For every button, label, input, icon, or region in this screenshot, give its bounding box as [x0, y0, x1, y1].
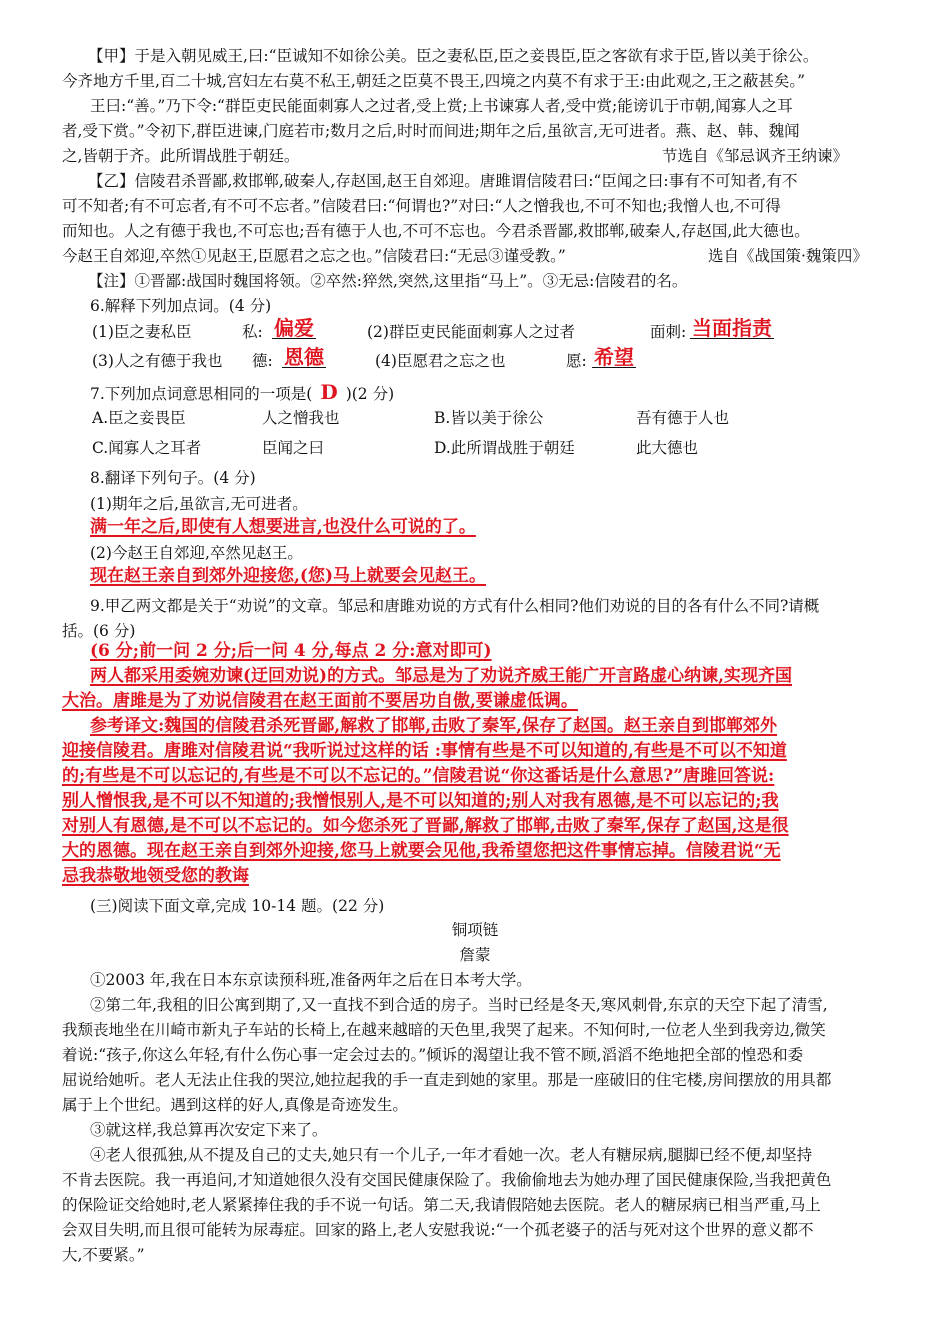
q8-sentence-1: (1)期年之后,虽欲言,无可进者。 — [90, 495, 308, 513]
para-1: ①2003 年,我在日本东京读预科班,准备两年之后在日本考大学。 — [90, 971, 532, 989]
q8-sentence-2: (2)今赵王自郊迎,卒然见赵王。 — [90, 544, 303, 562]
translation-line-1: 参考译文:魏国的信陵君杀死晋鄙,解救了邯郸,击败了秦军,保存了赵国。赵王亲自到邯郸郊外 — [90, 716, 778, 736]
yi-line-4: 今赵王自郊迎,卒然①见赵王,臣愿君之忘之也。”信陵君曰:“无忌③谨受教。” — [62, 247, 566, 265]
jia-line-4: 者,受下赏。”令初下,群臣进谏,门庭若市;数月之后,时时而间进;期年之后,虽欲言,无可进者。燕、赵、韩、魏闻 — [62, 122, 800, 140]
q8-answer-2: 现在赵王亲自到郊外迎接您,(您)马上就要会见赵王。 — [90, 566, 487, 586]
q6-item-1-label: 私: — [242, 323, 263, 341]
q8-stem: 8.翻译下列句子。(4 分) — [90, 469, 256, 487]
q7-option-c-pair: 臣闻之曰 — [262, 439, 325, 457]
q6-stem: 6.解释下列加点词。(4 分) — [90, 297, 272, 315]
q7-answer: D — [320, 380, 338, 404]
q8-answer-1: 满一年之后,即使有人想要进言,也没什么可说的了。 — [90, 517, 476, 537]
yi-line-1: 【乙】信陵君杀晋鄙,救邯郸,破秦人,存赵国,赵王自郊迎。唐雎谓信陵君曰:“臣闻之曰:事有不可知者,有不 — [88, 172, 798, 190]
q6-item-3-label: 德: — [252, 352, 273, 370]
q9-scoring: (6 分;前一问 2 分;后一问 4 分,每点 2 分:意对即可) — [90, 641, 492, 661]
article-title: 铜项链 — [451, 921, 499, 939]
para-4-line-3: 的保险证交给她时,老人紧紧捧住我的手不说一句话。第二天,我请假陪她去医院。老人的糖尿病已相当严重,马上 — [62, 1196, 821, 1214]
para-2-line-2: 我颓丧地坐在川崎市新丸子车站的长椅上,在越来越暗的天色里,我哭了起来。不知何时,一位老人坐到我旁边,微笑 — [62, 1021, 826, 1039]
jia-line-2: 今齐地方千里,百二十城,宫妇左右莫不私王,朝廷之臣莫不畏王,四境之内莫不有求于王:由此观之,王之蔽甚矣。” — [62, 72, 806, 90]
jia-source: 节选自《邹忌讽齐王纳谏》 — [662, 147, 849, 165]
para-2-line-4: 屈说给她听。老人无法止住我的哭泣,她拉起我的手一直走到她的家里。那是一座破旧的住宅楼,房间摆放的用具都 — [62, 1071, 832, 1089]
yi-line-3: 而知也。人之有德于我也,不可忘也;吾有德于人也,不可不忘也。今君杀晋鄙,救邯郸,破秦人,存赵国,此大德也。 — [62, 222, 810, 240]
translation-line-6: 大的恩德。现在赵王亲自到郊外迎接,您马上就要会见他,我希望您把这件事情忘掉。信陵君说“无 — [62, 841, 781, 861]
q6-item-2-text: (2)群臣吏民能面刺寡人之过者 — [367, 323, 575, 341]
para-4-line-1: ④老人很孤独,从不提及自己的丈夫,她只有一个儿子,一年才看她一次。老人有糖尿病,腿脚已经不便,却坚持 — [90, 1146, 813, 1164]
yi-note: 【注】①晋鄙:战国时魏国将领。②卒然:猝然,突然,这里指“马上”。③无忌:信陵君的名。 — [88, 272, 688, 290]
q7-option-d: D.此所谓战胜于朝廷 — [434, 439, 575, 457]
translation-line-7: 忌我恭敬地领受您的教诲 — [62, 866, 249, 886]
article-author: 詹蒙 — [459, 946, 491, 964]
translation-line-2: 迎接信陵君。唐雎对信陵君说“我听说过这样的话 :事情有些是不可以知道的,有些是不可以不知道 — [62, 741, 787, 761]
q6-item-4-text: (4)臣愿君之忘之也 — [375, 352, 506, 370]
para-3: ③就这样,我总算再次安定下来了。 — [90, 1121, 328, 1139]
q9-answer-1: 两人都采用委婉劝谏(迂回劝说)的方式。邹忌是为了劝说齐威王能广开言路虚心纳谏,实现齐国 — [90, 666, 793, 686]
q7-option-a-pair: 人之憎我也 — [262, 409, 340, 427]
translation-line-3: 的;有些是不可以忘记的,有些是不可以不忘记的。”信陵君说“你这番话是什么意思?”唐雎回答说: — [62, 766, 775, 786]
section3-heading: (三)阅读下面文章,完成 10-14 题。(22 分) — [90, 897, 385, 915]
jia-line-1: 【甲】于是入朝见威王,曰:“臣诚知不如徐公美。臣之妻私臣,臣之妾畏臣,臣之客欲有求于臣,皆以美于徐公。 — [88, 47, 819, 65]
yi-line-2: 可不知者;有不可忘者,有不可不忘者。”信陵君曰:“何谓也?”对曰:“人之憎我也,不可不知也;我憎人也,不可得 — [62, 197, 781, 215]
jia-line-5: 之,皆朝于齐。此所谓战胜于朝廷。 — [62, 147, 300, 165]
q6-item-2-answer: 当面指责 — [692, 316, 772, 340]
translation-line-4: 别人憎恨我,是不可以不知道的;我憎恨别人,是不可以知道的;别人对我有恩德,是不可以忘记的;我 — [62, 791, 779, 811]
q6-item-3-answer: 恩德 — [284, 345, 324, 369]
q6-item-2-label: 面刺: — [650, 323, 687, 341]
para-2-line-5: 属于上个世纪。遇到这样的好人,真像是奇迹发生。 — [62, 1096, 408, 1114]
q9-stem-1: 9.甲乙两文都是关于“劝说”的文章。邹忌和唐雎劝说的方式有什么相同?他们劝说的目的各有什么不同?请概 — [90, 597, 820, 615]
q6-item-3-text: (3)人之有德于我也 — [92, 352, 223, 370]
jia-line-3: 王曰:“善。”乃下令:“群臣吏民能面刺寡人之过者,受上赏;上书谏寡人者,受中赏;能谤讥于市朝,闻寡人之耳 — [90, 97, 793, 115]
para-4-line-5: 大,不要紧。” — [62, 1246, 145, 1264]
para-2-line-1: ②第二年,我租的旧公寓到期了,又一直找不到合适的房子。当时已经是冬天,寒风刺骨,东京的天空下起了清雪, — [90, 996, 828, 1014]
q7-option-b-pair: 吾有德于人也 — [636, 409, 730, 427]
q7-stem: 7.下列加点词意思相同的一项是( D )(2 分) — [90, 380, 395, 404]
para-4-line-2: 不肯去医院。我一再追问,才知道她很久没有交国民健康保险了。我偷偷地去为她办理了国民健康保险,当我把黄色 — [62, 1171, 832, 1189]
q9-answer-2: 大治。唐雎是为了劝说信陵君在赵王面前不要居功自傲,要谦虚低调。 — [62, 691, 578, 711]
q7-option-b: B.皆以美于徐公 — [434, 409, 544, 427]
translation-line-5: 对别人有恩德,是不可以不忘记的。如今您杀死了晋鄙,解救了邯郸,击败了秦军,保存了赵国,这是很 — [62, 816, 789, 836]
q9-stem-2: 括。(6 分) — [62, 622, 136, 640]
q6-item-1-answer: 偏爱 — [274, 316, 314, 340]
para-2-line-3: 着说:“孩子,你这么年轻,有什么伤心事一定会过去的。”倾诉的渴望让我不管不顾,滔滔不绝地把全部的惶恐和委 — [62, 1046, 804, 1064]
q6-item-4-label: 愿: — [566, 352, 587, 370]
q6-item-4-answer: 希望 — [594, 345, 634, 369]
q7-option-d-pair: 此大德也 — [636, 439, 699, 457]
q6-item-1-text: (1)臣之妻私臣 — [92, 323, 192, 341]
q7-option-a: A.臣之妾畏臣 — [92, 409, 186, 427]
yi-source: 选自《战国策·魏策四》 — [708, 247, 868, 265]
q7-option-c: C.闻寡人之耳者 — [92, 439, 202, 457]
para-4-line-4: 会双目失明,而且很可能转为尿毒症。回家的路上,老人安慰我说:“一个孤老婆子的活与死对这个世界的意义都不 — [62, 1221, 814, 1239]
